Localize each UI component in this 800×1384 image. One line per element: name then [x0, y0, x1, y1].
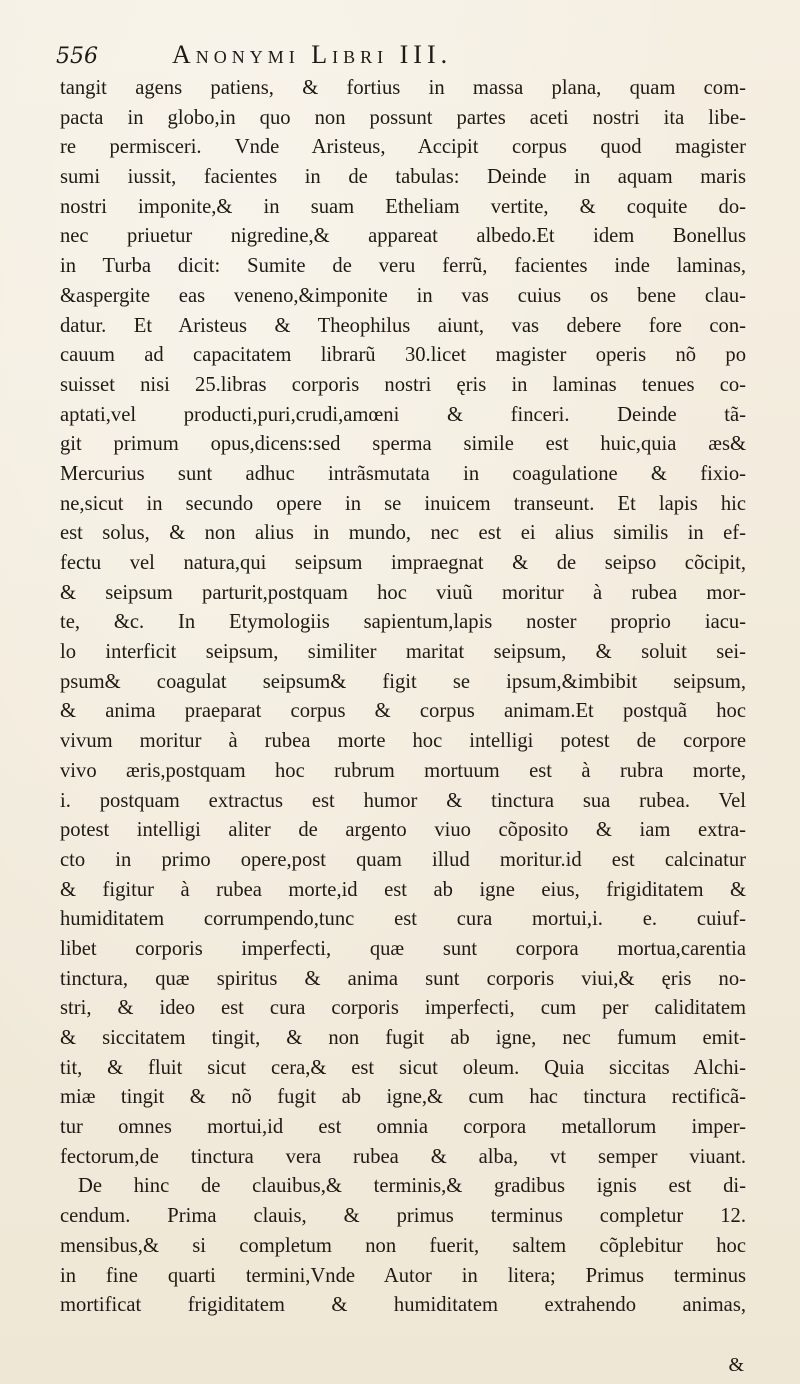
text-line: cauum ad capacitatem librarũ 30.licet magister operis nõ po: [60, 344, 746, 367]
text-line: lo interficit seipsum, similiter maritat seipsum, & soluit sei-: [60, 641, 746, 664]
text-line: &aspergite eas veneno,&imponite in vas cuius os bene clau-: [60, 284, 746, 307]
text-line: tinctura, quæ spiritus & anima sunt corporis viui,& ęris no-: [60, 967, 746, 990]
text-line: sumi iussit, facientes in de tabulas: Deinde in aquam maris: [60, 166, 746, 189]
text-line: humiditatem corrumpendo,tunc est cura mortui,i. e. cuiuf-: [60, 908, 746, 931]
text-line: & siccitatem tingit, & non fugit ab igne, nec fumum emit-: [60, 1027, 746, 1049]
page-number: 556: [56, 44, 98, 69]
body-text: [60, 74, 746, 1321]
running-head: Anonymi Libri III.: [172, 40, 453, 69]
text-line: fectu vel natura,qui seipsum impraegnat & de seipso cõcipit,: [60, 552, 746, 574]
text-line: cto in primo opere,post quam illud moritur.id est calcinatur: [60, 848, 746, 871]
text-line: ne,sicut in secundo opere in se inuicem transeunt. Et lapis hic: [60, 492, 746, 515]
text-line: miæ tingit & nõ fugit ab igne,& cum hac tinctura rectificã-: [60, 1086, 746, 1109]
text-line: tit, & fluit sicut cera,& est sicut oleum. Quia siccitas Alchi-: [60, 1056, 746, 1079]
text-line: tur omnes mortui,id est omnia corpora metallorum imper-: [60, 1116, 746, 1139]
text-line: in fine quarti termini,Vnde Autor in litera; Primus terminus: [60, 1264, 746, 1287]
text-line: potest intelligi aliter de argento viuo cõposito & iam extra-: [60, 819, 746, 842]
text-line: nec priuetur nigredine,& appareat albedo.Et idem Bonellus: [60, 225, 746, 248]
text-line: te, &c. In Etymologiis sapientum,lapis noster proprio iacu-: [60, 611, 746, 634]
text-line: aptati,vel producti,puri,crudi,amœni & finceri. Deinde tã-: [60, 403, 746, 426]
text-line: tangit agens patiens, & fortius in massa plana, quam com-: [60, 77, 746, 99]
text-line: & figitur à rubea morte,id est ab igne eius, frigiditatem &: [60, 878, 746, 901]
text-line: in Turba dicit: Sumite de veru ferrũ, facientes inde laminas,: [60, 255, 746, 278]
text-line: git primum opus,dicens:sed sperma simile est huic,quia æs&: [60, 433, 746, 456]
text-line: vivo æris,postquam hoc rubrum mortuum est à rubra morte,: [60, 759, 746, 782]
text-line: Mercurius sunt adhuc intrãsmutata in coagulatione & fixio-: [60, 462, 746, 485]
text-line: & anima praeparat corpus & corpus animam.Et postquã hoc: [60, 700, 746, 723]
text-line: suisset nisi 25.libras corporis nostri ęris in laminas tenues co-: [60, 373, 746, 396]
text-line: De hinc de clauibus,& terminis,& gradibus ignis est di-: [78, 1175, 746, 1198]
catchword: &: [728, 1354, 744, 1376]
text-line: psum& coagulat seipsum& figit se ipsum,&imbibit seipsum,: [60, 670, 746, 693]
text-line: libet corporis imperfecti, quæ sunt corpora mortua,carentia: [60, 937, 746, 960]
text-line: fectorum,de tinctura vera rubea & alba, vt semper viuant.: [60, 1145, 746, 1168]
text-line: cendum. Prima clauis, & primus terminus completur 12.: [60, 1205, 746, 1228]
text-line: est solus, & non alius in mundo, nec est ei alius similis in ef-: [60, 522, 746, 545]
text-line: mortificat frigiditatem & humiditatem extrahendo animas,: [60, 1294, 746, 1317]
text-line: nostri imponite,& in suam Etheliam vertite, & coquite do-: [60, 195, 746, 218]
text-line: & seipsum parturit,postquam hoc viuũ moritur à rubea mor-: [60, 581, 746, 604]
text-line: i. postquam extractus est humor & tinctura sua rubea. Vel: [60, 789, 746, 812]
text-line: datur. Et Aristeus & Theophilus aiunt, vas debere fore con-: [60, 314, 746, 337]
text-line: re permisceri. Vnde Aristeus, Accipit corpus quod magister: [60, 136, 746, 159]
text-line: stri, & ideo est cura corporis imperfecti, cum per caliditatem: [60, 997, 746, 1020]
text-line: pacta in globo,in quo non possunt partes aceti nostri ita libe-: [60, 106, 746, 129]
page-header: [56, 40, 746, 74]
text-line: vivum moritur à rubea morte hoc intelligi potest de corpore: [60, 730, 746, 753]
text-line: mensibus,& si completum non fuerit, saltem cõplebitur hoc: [60, 1234, 746, 1257]
